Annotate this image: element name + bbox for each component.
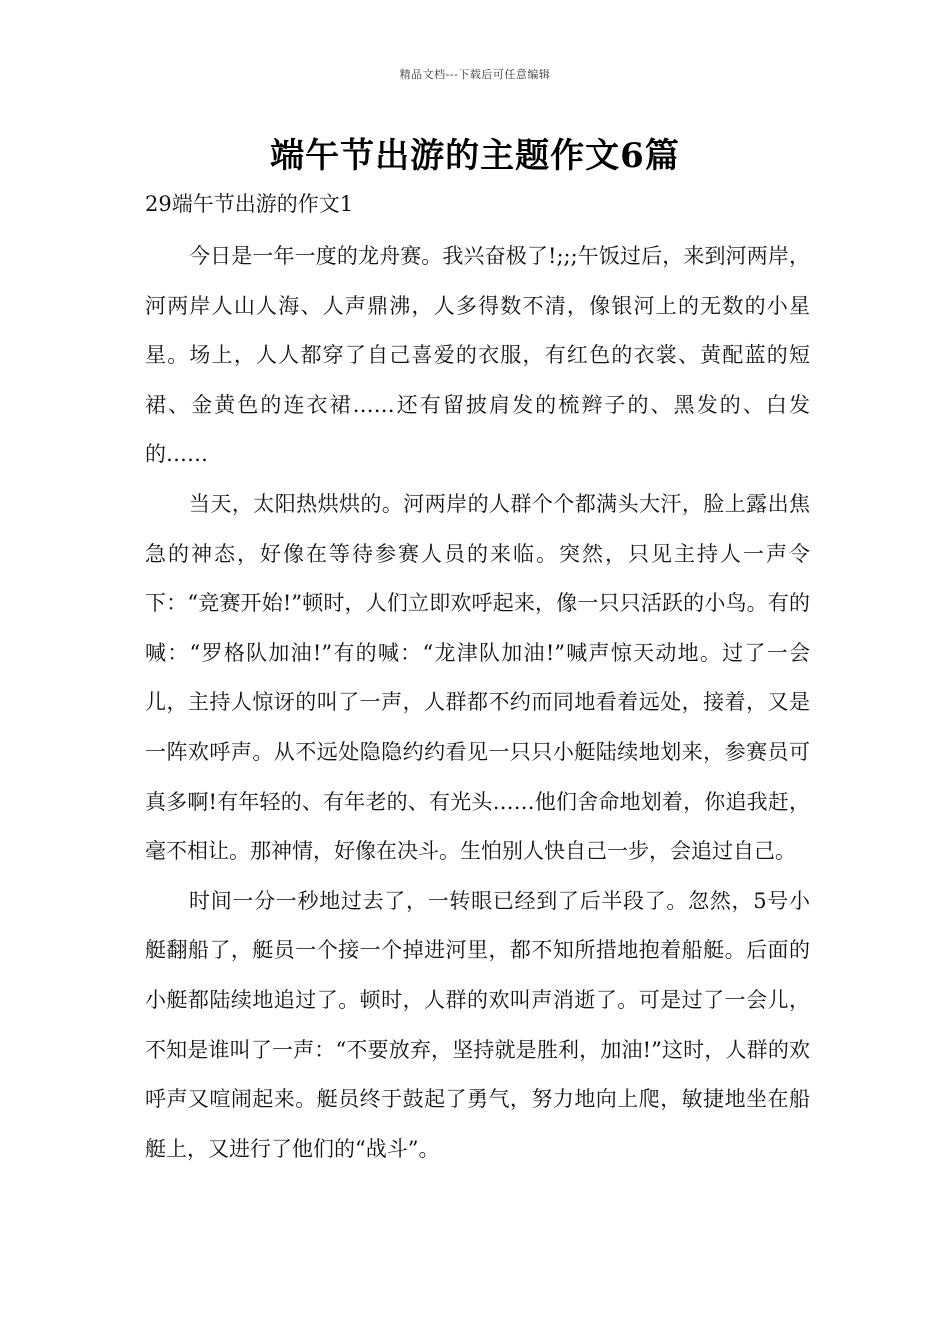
paragraph: 今日是一年一度的龙舟赛。我兴奋极了!;;;午饭过后，来到河两岸，河两岸人山人海、人声鼎沸，人多得数不清，像银河上的无数的小星星。场上，人人都穿了自己喜爱的衣服，有红色的衣裳、黄配蓝的短裙、金黄色的连衣裙……还有留披肩发的梳辫子的、黑发的、白发的……: [145, 244, 810, 467]
page-header: 精品文档---下载后可任意编辑: [399, 68, 551, 81]
body-text: [145, 232, 810, 1174]
paragraph: 当天，太阳热烘烘的。河两岸的人群个个都满头大汗，脸上露出焦急的神态，好像在等待参赛人员的来临。突然，只见主持人一声令下：“竞赛开始!”顿时，人们立即欢呼起来，像一只只活跃的小鸟。有的喊：“罗格队加油!”有的喊：“龙津队加油!”喊声惊天动地。过了一会儿，主持人惊讶的叫了一声，人群都不约而同地看着远处，接着，又是一阵欢呼声。从不远处隐隐约约看见一只只小艇陆续地划来，参赛员可真多啊!有年轻的、有年老的、有光头……他们舍命地划着，你追我赶，毫不相让。那神情，好像在决斗。生怕别人快自己一步，会追过自己。: [145, 491, 810, 864]
document-title: 端午节出游的主题作文6篇: [270, 136, 680, 176]
section-heading: 29端午节出游的作文1: [145, 192, 354, 216]
paragraph: 时间一分一秒地过去了，一转眼已经到了后半段了。忽然，5号小艇翻船了，艇员一个接一个掉进河里，都不知所措地抱着船艇。后面的小艇都陆续地追过了。顿时，人群的欢叫声消逝了。可是过了一会儿，不知是谁叫了一声：“不要放弃，坚持就是胜利，加油!”这时，人群的欢呼声又喧闹起来。艇员终于鼓起了勇气，努力地向上爬，敏捷地坐在船艇上，又进行了他们的“战斗”。: [145, 888, 810, 1161]
